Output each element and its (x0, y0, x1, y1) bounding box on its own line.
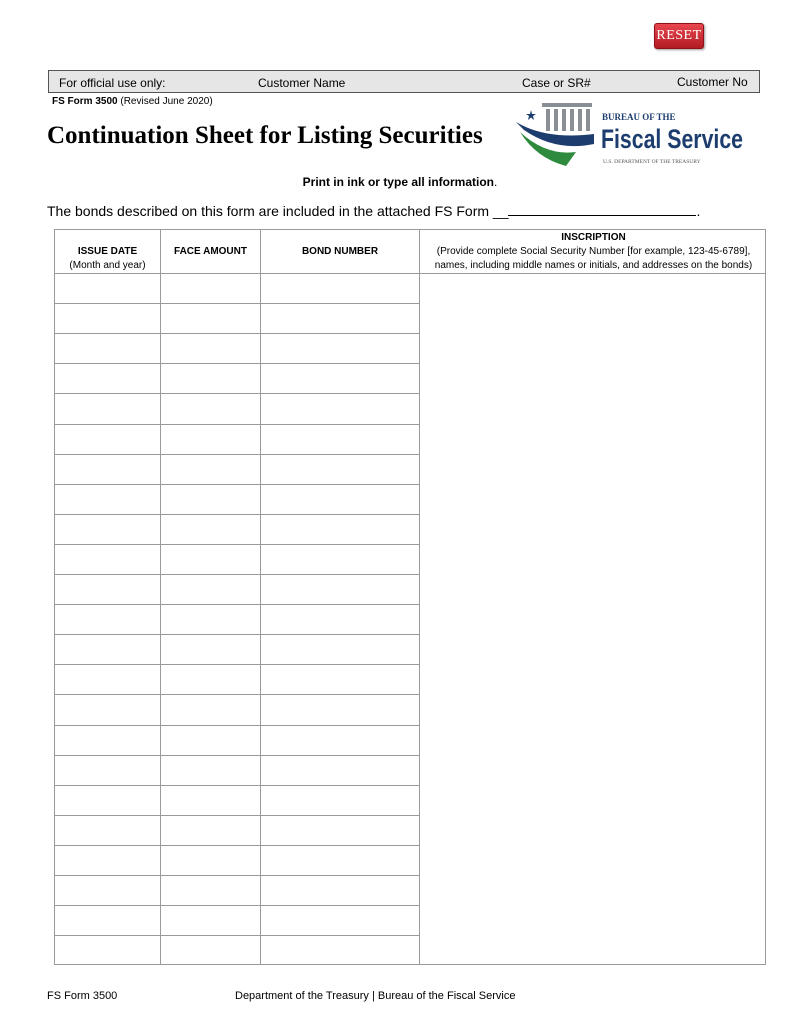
attached-end: . (696, 203, 701, 219)
bond-number-input[interactable] (261, 906, 419, 935)
footer-department: Department of the Treasury | Bureau of the Fiscal Service (235, 990, 516, 1002)
form-number: FS Form 3500 (52, 96, 118, 107)
face-amount-header: FACE AMOUNT (174, 246, 247, 257)
official-use-label: For official use only: (59, 76, 166, 90)
customer-no-label: Customer No (677, 75, 748, 89)
face-amount-input[interactable] (161, 695, 260, 724)
face-amount-input[interactable] (161, 304, 260, 333)
bond-number-input[interactable] (261, 846, 419, 875)
form-identifier (52, 96, 213, 107)
face-amount-input[interactable] (161, 665, 260, 694)
face-amount-input[interactable] (161, 786, 260, 815)
face-amount-input[interactable] (161, 816, 260, 845)
bond-number-input[interactable] (261, 304, 419, 333)
logo-line3: U.S. DEPARTMENT OF THE TREASURY (603, 159, 701, 165)
face-amount-input[interactable] (161, 274, 260, 303)
issue-date-input[interactable] (56, 545, 160, 574)
issue-date-input[interactable] (56, 635, 160, 664)
inscription-textarea[interactable] (421, 274, 765, 964)
bond-number-input[interactable] (261, 394, 419, 423)
issue-date-input[interactable] (56, 756, 160, 785)
issue-date-input[interactable] (56, 936, 160, 965)
bond-number-input[interactable] (261, 936, 419, 965)
issue-date-input[interactable] (56, 425, 160, 454)
bond-number-input[interactable] (261, 575, 419, 604)
issue-date-input[interactable] (56, 334, 160, 363)
fiscal-service-logo (516, 100, 746, 170)
face-amount-input[interactable] (161, 455, 260, 484)
face-amount-input[interactable] (161, 425, 260, 454)
customer-name-label: Customer Name (258, 76, 346, 90)
face-amount-input[interactable] (161, 485, 260, 514)
issue-date-input[interactable] (56, 605, 160, 634)
bond-number-input[interactable] (261, 485, 419, 514)
face-amount-input[interactable] (161, 605, 260, 634)
issue-date-input[interactable] (56, 906, 160, 935)
face-amount-input[interactable] (161, 846, 260, 875)
case-label: Case or SR# (522, 76, 591, 90)
bond-number-header: BOND NUMBER (301, 246, 379, 257)
issue-date-input[interactable] (56, 274, 160, 303)
bond-number-input[interactable] (261, 635, 419, 664)
columns-icon (542, 103, 592, 131)
face-amount-input[interactable] (161, 394, 260, 423)
face-amount-input[interactable] (161, 545, 260, 574)
face-amount-input[interactable] (161, 575, 260, 604)
face-amount-input[interactable] (161, 334, 260, 363)
bond-number-input[interactable] (261, 816, 419, 845)
bond-number-input[interactable] (261, 786, 419, 815)
issue-date-input[interactable] (56, 726, 160, 755)
face-amount-input[interactable] (161, 635, 260, 664)
footer-form-number: FS Form 3500 (47, 990, 118, 1002)
official-use-bar (48, 70, 760, 93)
star-icon (526, 110, 536, 120)
instruction (0, 175, 800, 189)
bond-number-input[interactable] (261, 726, 419, 755)
logo-line1: BUREAU OF THE (602, 112, 676, 122)
issue-date-input[interactable] (56, 455, 160, 484)
issue-date-input[interactable] (56, 575, 160, 604)
bond-number-input[interactable] (261, 425, 419, 454)
issue-date-input[interactable] (56, 364, 160, 393)
page-title: Continuation Sheet for Listing Securities (47, 122, 483, 149)
issue-date-input[interactable] (56, 394, 160, 423)
bond-number-input[interactable] (261, 605, 419, 634)
issue-date-input[interactable] (56, 485, 160, 514)
issue-date-input[interactable] (56, 515, 160, 544)
instruction-bold: Print in ink or type all information (302, 175, 494, 189)
issue-date-input[interactable] (56, 876, 160, 905)
face-amount-input[interactable] (161, 936, 260, 965)
face-amount-input[interactable] (161, 515, 260, 544)
attached-form-line (47, 201, 700, 219)
issue-date-input[interactable] (56, 846, 160, 875)
face-amount-input[interactable] (161, 726, 260, 755)
issue-date-input[interactable] (56, 786, 160, 815)
face-amount-input[interactable] (161, 876, 260, 905)
issue-date-input[interactable] (56, 816, 160, 845)
bond-number-input[interactable] (261, 364, 419, 393)
face-amount-input[interactable] (161, 906, 260, 935)
bond-number-input[interactable] (261, 515, 419, 544)
issue-date-input[interactable] (56, 695, 160, 724)
bond-number-input[interactable] (261, 876, 419, 905)
logo-line2: Fiscal Service (601, 124, 743, 154)
attached-text: The bonds described on this form are included in the attached FS Form __ (47, 203, 509, 219)
bond-number-input[interactable] (261, 545, 419, 574)
securities-table (54, 229, 766, 965)
bond-number-input[interactable] (261, 756, 419, 785)
form-revised: (Revised June 2020) (120, 96, 213, 107)
issue-date-header: ISSUE DATE (Month and year) (69, 246, 146, 271)
instruction-dot: . (494, 175, 498, 189)
attached-form-field[interactable] (508, 201, 696, 216)
inscription-header: INSCRIPTION (Provide complete Social Security Number [for example, 123-45-6789], names, including middle names or initials, and addresses on the bonds) (434, 232, 753, 271)
col-divider-3 (419, 230, 420, 964)
reset-button[interactable]: RESET (654, 23, 704, 49)
bond-number-input[interactable] (261, 695, 419, 724)
issue-date-input[interactable] (56, 665, 160, 694)
issue-date-input[interactable] (56, 304, 160, 333)
face-amount-input[interactable] (161, 364, 260, 393)
bond-number-input[interactable] (261, 274, 419, 303)
bond-number-input[interactable] (261, 665, 419, 694)
face-amount-input[interactable] (161, 756, 260, 785)
bond-number-input[interactable] (261, 334, 419, 363)
bond-number-input[interactable] (261, 455, 419, 484)
